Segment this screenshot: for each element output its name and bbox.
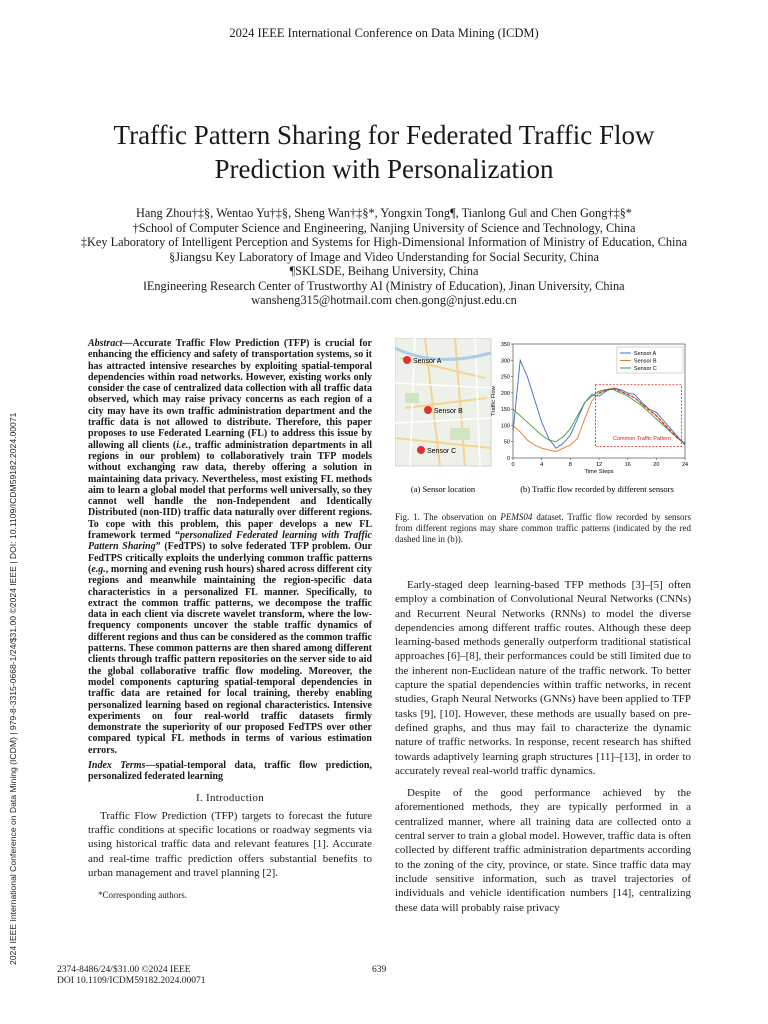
traffic-flow-chart	[491, 342, 688, 475]
x-tick-label: 4	[540, 462, 544, 468]
y-tick-label: 350	[500, 342, 510, 348]
affiliation-5: ‖Engineering Research Center of Trustworthy AI (Ministry of Education), Jinan University, China	[143, 278, 625, 293]
common-pattern-label: Common Traffic Pattern	[613, 436, 671, 443]
x-axis-label: Time Steps	[584, 469, 614, 475]
left-column	[88, 338, 372, 902]
series-line-1	[513, 360, 685, 448]
caption-dataset: PEMS04	[500, 512, 533, 522]
footer-copyright	[57, 965, 205, 987]
abstract	[88, 338, 372, 756]
abstract-eg: e.g.	[91, 563, 106, 575]
author-block	[60, 206, 708, 308]
abstract-text-1: Accurate Traffic Flow Prediction (TFP) is crucial for enhancing the efficiency and safety of transportation systems, so it has attracted intensive researches by exploiting spatial-temporal dependencies within road networks. However, existing works only consider the case of centralized data collection with all traffic data observed, which may raise privacy concerns as each region of a city may have its own traffic administration department and the traffic data is not allowed to distribute. Therefore, this paper proposes to use Federated Learning (FL) to address this issue by allowing all clients (	[88, 338, 372, 451]
abstract-text-2: , traffic administration departments in all regions in our problem) to collaboratively train TFP models without exchanging raw data, thereby offering a solution in maintaining data privacy. Nevertheless, most existing FL methods aim to learn a global model that performs well universally, so they cannot well handle the non-Independent and Identically Distributed (non-IID) traffic data naturally over different regions. To cope with this problem, this paper develops a new FL framework termed “	[88, 439, 372, 542]
right-paragraph-1: Early-staged deep learning-based TFP methods [3]–[5] often employ a combination of Convolutional Neural Networks (CNNs) and Recurrent Neural Networks (RNNs) to model the diverse dependencies among different traffic routes. Although these deep learning-based methods generally outperform traditional statistical approaches [6]–[8], their performances could be still limited due to the inherent non-Euclidean nature of the traffic network. To better capture the spatial dependencies within traffic networks, in recent studies, Graph Neural Networks (GNNs) have been applied to TFP tasks [9], [10]. However, these methods are usually based on pre-defined graphs, and thus may fail to characterize the dynamic nature of traffic networks. In response, recent research has shifted towards adaptively learning graph structures [11]–[13], in order to accurately reveal real-world traffic dynamics.	[395, 579, 691, 777]
sensor-map	[395, 338, 491, 466]
y-tick-label: 0	[506, 456, 510, 462]
caption-text-2: dataset. Traffic flow recorded by sensors from different regions may share common traffic patterns (indicated by the red dashed line in (b)).	[395, 512, 691, 545]
index-terms-label: Index Terms—	[88, 759, 156, 771]
abstract-label: Abstract—	[88, 338, 133, 349]
conference-header: 2024 IEEE International Conference on Data Mining (ICDM)	[229, 26, 539, 40]
footnote: *Corresponding authors.	[98, 890, 187, 901]
page-number: 639	[372, 965, 387, 975]
framework-name: personalized Federated learning with Traffic Pattern Sharing	[88, 530, 372, 553]
x-tick-label: 24	[681, 462, 689, 468]
legend-label-3: Sensor C	[633, 366, 657, 372]
figure-1-svg	[395, 338, 691, 498]
x-tick-label: 0	[511, 462, 515, 468]
author-emails: wansheng315@hotmail.com chen.gong@njust.edu.cn	[251, 293, 517, 307]
x-tick-label: 16	[624, 462, 631, 468]
footer-doi: DOI 10.1109/ICDM59182.2024.00071	[57, 976, 206, 986]
affiliation-2: ‡Key Laboratory of Intelligent Perception and Systems for High-Dimensional Information of Ministry of Education, China	[80, 235, 688, 249]
right-paragraph-2: Despite of the good performance achieved by the aforementioned methods, they are typically performed in a centralized manner, where all training data are collected onto a central server to train a global model. However, traffic data is often collected by different traffic administration departments according to the zoning of the city, province, or state. Since traffic data may include sensitive information, such as travel trajectories of individuals and vehicle identification numbers [14], centralizing these data will probably raise privacy	[395, 787, 691, 914]
abstract-text-4: , morning and evening rush hours) shared across different city regions and meanwhile maintaining the region-specific data characteristics in a personalized FL manner. Specifically, to extract the common traffic patterns, we decompose the traffic data in each client via discrete wavelet transform, where the low-frequency components uncover the stable traffic dynamics of different regions and thus can be considered as the common traffic patterns. These common patterns are then shared among different clients through traffic pattern repositories on the server side to aid the global collaborative traffic flow modeling. Moreover, the model components capturing spatial-temporal dependencies in traffic data are retained for local training, thereby enabling personalized learning based on regional characteristics. Intensive experiments on four real-world traffic datasets firmly demonstrate the superiority of our proposed FedTPS over other compared typical FL methods in terms of various estimation errors.	[88, 563, 372, 756]
x-tick-label: 20	[653, 462, 660, 468]
y-tick-label: 50	[503, 439, 510, 446]
subcaption-a: (a) Sensor location	[410, 484, 476, 494]
legend-label-1: Sensor A	[633, 351, 657, 357]
right-column	[395, 578, 691, 923]
y-tick-label: 100	[500, 423, 510, 430]
y-tick-label: 300	[500, 358, 510, 365]
figure-1	[395, 338, 691, 498]
side-doi-strip: 2024 IEEE International Conference on Data Mining (ICDM) | 979-8-3315-0668-1/24/$31.00 ©2024 IEEE | DOI: 10.1109/ICDM59182.2024.00071	[8, 412, 18, 965]
x-tick-label: 8	[568, 462, 572, 468]
title-line-2: Prediction with Personalization	[214, 154, 554, 184]
y-tick-label: 250	[500, 374, 510, 381]
subcaption-b: (b) Traffic flow recorded by different sensors	[520, 484, 674, 494]
sensor-b-label: Sensor B	[434, 408, 463, 415]
sensor-c-label: Sensor C	[427, 448, 457, 455]
author-names: Hang Zhou†‡§, Wentao Yu†‡§, Sheng Wan†‡§*, Yongxin Tong¶, Tianlong Gu‖ and Chen Gong†‡§*	[136, 206, 632, 220]
legend-label-2: Sensor B	[633, 358, 657, 365]
section-heading-introduction: I. Introduction	[195, 791, 265, 804]
x-tick-label: 12	[595, 462, 603, 468]
y-tick-label: 150	[500, 407, 510, 414]
y-axis-label: Traffic Flow	[491, 386, 497, 416]
y-tick-label: 200	[500, 390, 510, 397]
footer-issn: 2374-8486/24/$31.00 ©2024 IEEE	[57, 965, 191, 975]
index-terms-text: spatial-temporal data, traffic flow prediction, personalized federated learning	[88, 759, 372, 783]
figure-caption	[395, 512, 691, 546]
abstract-ie: i.e.	[176, 439, 189, 451]
abstract-text-3: ” (FedTPS) to solve federated TFP problem. Our FedTPS critically exploits the underlying common traffic patterns (	[88, 541, 372, 575]
affiliation-1: †School of Computer Science and Engineering, Nanjing University of Science and Technology, China	[132, 220, 636, 235]
title-line-1: Traffic Pattern Sharing for Federated Traffic Flow	[113, 120, 655, 150]
affiliation-4: ¶SKLSDE, Beihang University, China	[289, 264, 479, 278]
affiliation-3: §Jiangsu Key Laboratory of Image and Video Understanding for Social Security, China	[169, 249, 599, 264]
paper-title	[60, 118, 708, 186]
index-terms	[88, 760, 372, 783]
caption-text-1: Fig. 1. The observation on	[395, 512, 501, 522]
intro-paragraph-1: Traffic Flow Prediction (TFP) targets to forecast the future traffic conditions at specific locations or roadway segments via using historical traffic data and relevant features [1]. Accurate and real-time traffic prediction offers substantial benefits to urban management and travel planning [2].	[88, 809, 372, 880]
sensor-a-label: Sensor A	[413, 358, 442, 365]
